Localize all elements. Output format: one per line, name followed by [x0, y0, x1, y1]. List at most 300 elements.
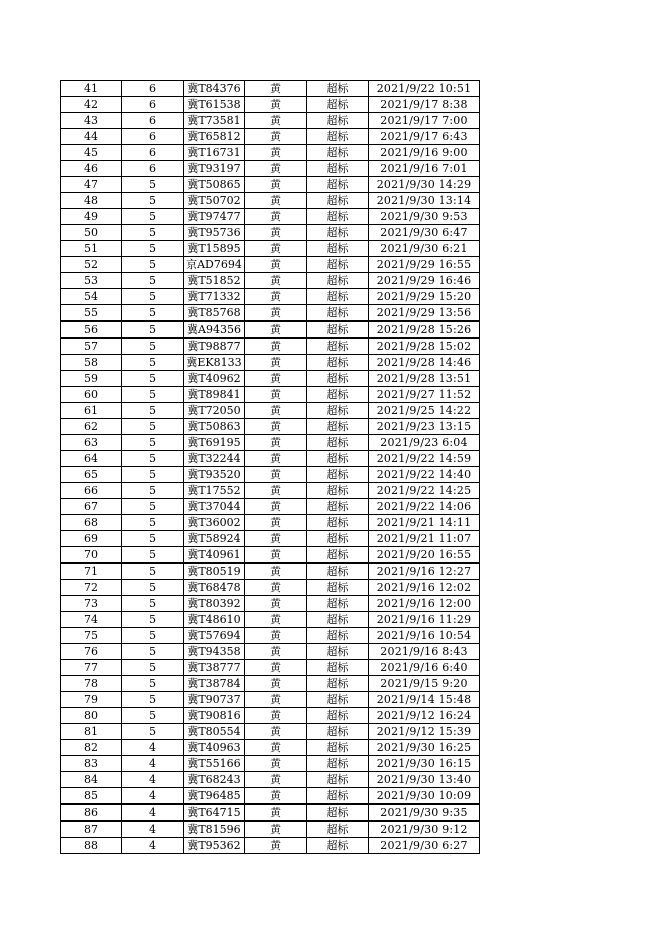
status-cell: 超标 — [307, 772, 369, 788]
row-number-cell: 77 — [61, 660, 122, 676]
count-cell: 5 — [122, 628, 184, 644]
datetime-cell: 2021/9/28 14:46 — [369, 355, 480, 371]
plate-color-cell: 黄 — [245, 161, 307, 177]
datetime-cell: 2021/9/23 13:15 — [369, 419, 480, 435]
plate-color-cell: 黄 — [245, 724, 307, 740]
datetime-cell: 2021/9/30 14:29 — [369, 177, 480, 193]
datetime-cell: 2021/9/22 14:40 — [369, 467, 480, 483]
plate-color-cell: 黄 — [245, 241, 307, 257]
plate-color-cell: 黄 — [245, 676, 307, 692]
plate-color-cell: 黄 — [245, 225, 307, 241]
row-number-cell: 75 — [61, 628, 122, 644]
table-row — [61, 580, 480, 596]
table-row — [61, 531, 480, 547]
count-cell: 6 — [122, 145, 184, 161]
plate-color-cell: 黄 — [245, 81, 307, 97]
row-number-cell: 55 — [61, 305, 122, 322]
plate-color-cell: 黄 — [245, 692, 307, 708]
table-row — [61, 467, 480, 483]
plate-number-cell: 冀T90816 — [184, 708, 245, 724]
row-number-cell: 76 — [61, 644, 122, 660]
plate-number-cell: 冀T36002 — [184, 515, 245, 531]
status-cell: 超标 — [307, 724, 369, 740]
status-cell: 超标 — [307, 97, 369, 113]
count-cell: 6 — [122, 129, 184, 145]
datetime-cell: 2021/9/28 15:26 — [369, 321, 480, 338]
datetime-cell: 2021/9/30 10:09 — [369, 788, 480, 805]
status-cell: 超标 — [307, 596, 369, 612]
datetime-cell: 2021/9/17 7:00 — [369, 113, 480, 129]
row-number-cell: 54 — [61, 289, 122, 305]
table-row — [61, 547, 480, 564]
status-cell: 超标 — [307, 387, 369, 403]
row-number-cell: 50 — [61, 225, 122, 241]
table-row — [61, 451, 480, 467]
datetime-cell: 2021/9/14 15:48 — [369, 692, 480, 708]
status-cell: 超标 — [307, 177, 369, 193]
plate-number-cell: 冀T80554 — [184, 724, 245, 740]
status-cell: 超标 — [307, 161, 369, 177]
row-number-cell: 64 — [61, 451, 122, 467]
datetime-cell: 2021/9/25 14:22 — [369, 403, 480, 419]
table-row — [61, 403, 480, 419]
table-row — [61, 338, 480, 355]
plate-color-cell: 黄 — [245, 644, 307, 660]
datetime-cell: 2021/9/29 15:20 — [369, 289, 480, 305]
count-cell: 5 — [122, 692, 184, 708]
plate-color-cell: 黄 — [245, 321, 307, 338]
row-number-cell: 67 — [61, 499, 122, 515]
table-row — [61, 241, 480, 257]
status-cell: 超标 — [307, 821, 369, 838]
plate-number-cell: 冀T16731 — [184, 145, 245, 161]
count-cell: 6 — [122, 113, 184, 129]
status-cell: 超标 — [307, 804, 369, 821]
table-row — [61, 273, 480, 289]
datetime-cell: 2021/9/16 11:29 — [369, 612, 480, 628]
plate-number-cell: 冀T65812 — [184, 129, 245, 145]
status-cell: 超标 — [307, 644, 369, 660]
datetime-cell: 2021/9/29 16:46 — [369, 273, 480, 289]
row-number-cell: 51 — [61, 241, 122, 257]
plate-number-cell: 冀T48610 — [184, 612, 245, 628]
row-number-cell: 47 — [61, 177, 122, 193]
datetime-cell: 2021/9/21 11:07 — [369, 531, 480, 547]
plate-number-cell: 冀T97477 — [184, 209, 245, 225]
plate-color-cell: 黄 — [245, 177, 307, 193]
datetime-cell: 2021/9/16 12:27 — [369, 563, 480, 580]
count-cell: 5 — [122, 257, 184, 273]
plate-color-cell: 黄 — [245, 129, 307, 145]
table-row — [61, 371, 480, 387]
status-cell: 超标 — [307, 580, 369, 596]
datetime-cell: 2021/9/30 9:35 — [369, 804, 480, 821]
plate-number-cell: 冀T32244 — [184, 451, 245, 467]
status-cell: 超标 — [307, 321, 369, 338]
count-cell: 6 — [122, 97, 184, 113]
count-cell: 5 — [122, 387, 184, 403]
plate-color-cell: 黄 — [245, 515, 307, 531]
row-number-cell: 60 — [61, 387, 122, 403]
status-cell: 超标 — [307, 515, 369, 531]
status-cell: 超标 — [307, 531, 369, 547]
datetime-cell: 2021/9/17 6:43 — [369, 129, 480, 145]
table-row — [61, 209, 480, 225]
count-cell: 5 — [122, 676, 184, 692]
plate-number-cell: 冀T93520 — [184, 467, 245, 483]
count-cell: 5 — [122, 338, 184, 355]
count-cell: 5 — [122, 435, 184, 451]
table-row — [61, 161, 480, 177]
row-number-cell: 45 — [61, 145, 122, 161]
row-number-cell: 80 — [61, 708, 122, 724]
plate-color-cell: 黄 — [245, 145, 307, 161]
table-row — [61, 419, 480, 435]
table-row — [61, 612, 480, 628]
plate-color-cell: 黄 — [245, 499, 307, 515]
datetime-cell: 2021/9/30 16:15 — [369, 756, 480, 772]
status-cell: 超标 — [307, 483, 369, 499]
status-cell: 超标 — [307, 628, 369, 644]
row-number-cell: 79 — [61, 692, 122, 708]
plate-color-cell: 黄 — [245, 580, 307, 596]
plate-color-cell: 黄 — [245, 97, 307, 113]
count-cell: 4 — [122, 740, 184, 756]
datetime-cell: 2021/9/15 9:20 — [369, 676, 480, 692]
status-cell: 超标 — [307, 225, 369, 241]
count-cell: 5 — [122, 289, 184, 305]
datetime-cell: 2021/9/29 13:56 — [369, 305, 480, 322]
datetime-cell: 2021/9/30 6:21 — [369, 241, 480, 257]
count-cell: 5 — [122, 451, 184, 467]
count-cell: 5 — [122, 531, 184, 547]
plate-color-cell: 黄 — [245, 740, 307, 756]
row-number-cell: 42 — [61, 97, 122, 113]
table-row — [61, 305, 480, 322]
plate-color-cell: 黄 — [245, 821, 307, 838]
status-cell: 超标 — [307, 451, 369, 467]
plate-color-cell: 黄 — [245, 257, 307, 273]
table-row — [61, 660, 480, 676]
plate-color-cell: 黄 — [245, 305, 307, 322]
plate-color-cell: 黄 — [245, 563, 307, 580]
status-cell: 超标 — [307, 467, 369, 483]
count-cell: 5 — [122, 660, 184, 676]
plate-number-cell: 冀T37044 — [184, 499, 245, 515]
row-number-cell: 61 — [61, 403, 122, 419]
plate-color-cell: 黄 — [245, 113, 307, 129]
table-row — [61, 838, 480, 854]
row-number-cell: 66 — [61, 483, 122, 499]
row-number-cell: 65 — [61, 467, 122, 483]
plate-color-cell: 黄 — [245, 483, 307, 499]
plate-color-cell: 黄 — [245, 708, 307, 724]
datetime-cell: 2021/9/30 6:27 — [369, 838, 480, 854]
datetime-cell: 2021/9/16 7:01 — [369, 161, 480, 177]
status-cell: 超标 — [307, 612, 369, 628]
count-cell: 4 — [122, 772, 184, 788]
table-row — [61, 81, 480, 97]
count-cell: 5 — [122, 305, 184, 322]
plate-number-cell: 冀T73581 — [184, 113, 245, 129]
datetime-cell: 2021/9/28 15:02 — [369, 338, 480, 355]
row-number-cell: 84 — [61, 772, 122, 788]
status-cell: 超标 — [307, 547, 369, 564]
row-number-cell: 82 — [61, 740, 122, 756]
plate-number-cell: 冀T50702 — [184, 193, 245, 209]
count-cell: 5 — [122, 483, 184, 499]
status-cell: 超标 — [307, 273, 369, 289]
plate-color-cell: 黄 — [245, 273, 307, 289]
table-row — [61, 435, 480, 451]
count-cell: 5 — [122, 273, 184, 289]
datetime-cell: 2021/9/30 9:53 — [369, 209, 480, 225]
count-cell: 4 — [122, 804, 184, 821]
datetime-cell: 2021/9/17 8:38 — [369, 97, 480, 113]
count-cell: 6 — [122, 81, 184, 97]
status-cell: 超标 — [307, 305, 369, 322]
row-number-cell: 87 — [61, 821, 122, 838]
datetime-cell: 2021/9/12 15:39 — [369, 724, 480, 740]
count-cell: 5 — [122, 241, 184, 257]
datetime-cell: 2021/9/16 10:54 — [369, 628, 480, 644]
status-cell: 超标 — [307, 257, 369, 273]
status-cell: 超标 — [307, 113, 369, 129]
plate-number-cell: 冀T72050 — [184, 403, 245, 419]
count-cell: 5 — [122, 403, 184, 419]
plate-number-cell: 冀T89841 — [184, 387, 245, 403]
count-cell: 6 — [122, 161, 184, 177]
datetime-cell: 2021/9/23 6:04 — [369, 435, 480, 451]
plate-number-cell: 冀T40963 — [184, 740, 245, 756]
plate-number-cell: 冀T51852 — [184, 273, 245, 289]
status-cell: 超标 — [307, 129, 369, 145]
plate-number-cell: 冀T95736 — [184, 225, 245, 241]
count-cell: 5 — [122, 225, 184, 241]
status-cell: 超标 — [307, 355, 369, 371]
table-row — [61, 676, 480, 692]
count-cell: 5 — [122, 499, 184, 515]
row-number-cell: 72 — [61, 580, 122, 596]
plate-number-cell: 冀T57694 — [184, 628, 245, 644]
count-cell: 5 — [122, 419, 184, 435]
plate-number-cell: 京AD7694 — [184, 257, 245, 273]
row-number-cell: 53 — [61, 273, 122, 289]
table-row — [61, 257, 480, 273]
row-number-cell: 59 — [61, 371, 122, 387]
datetime-cell: 2021/9/30 13:14 — [369, 193, 480, 209]
plate-number-cell: 冀T94358 — [184, 644, 245, 660]
count-cell: 5 — [122, 596, 184, 612]
plate-number-cell: 冀T38784 — [184, 676, 245, 692]
status-cell: 超标 — [307, 145, 369, 161]
datetime-cell: 2021/9/30 16:25 — [369, 740, 480, 756]
status-cell: 超标 — [307, 838, 369, 854]
table-row — [61, 724, 480, 740]
row-number-cell: 85 — [61, 788, 122, 805]
status-cell: 超标 — [307, 563, 369, 580]
count-cell: 5 — [122, 177, 184, 193]
table-row — [61, 129, 480, 145]
row-number-cell: 71 — [61, 563, 122, 580]
table-row — [61, 97, 480, 113]
count-cell: 4 — [122, 788, 184, 805]
row-number-cell: 69 — [61, 531, 122, 547]
row-number-cell: 63 — [61, 435, 122, 451]
plate-color-cell: 黄 — [245, 435, 307, 451]
datetime-cell: 2021/9/12 16:24 — [369, 708, 480, 724]
plate-color-cell: 黄 — [245, 628, 307, 644]
table-row — [61, 387, 480, 403]
datetime-cell: 2021/9/22 14:59 — [369, 451, 480, 467]
plate-color-cell: 黄 — [245, 838, 307, 854]
plate-number-cell: 冀T38777 — [184, 660, 245, 676]
row-number-cell: 86 — [61, 804, 122, 821]
plate-number-cell: 冀T84376 — [184, 81, 245, 97]
count-cell: 4 — [122, 756, 184, 772]
count-cell: 5 — [122, 708, 184, 724]
plate-color-cell: 黄 — [245, 387, 307, 403]
plate-color-cell: 黄 — [245, 355, 307, 371]
row-number-cell: 46 — [61, 161, 122, 177]
row-number-cell: 74 — [61, 612, 122, 628]
datetime-cell: 2021/9/28 13:51 — [369, 371, 480, 387]
table-row — [61, 821, 480, 838]
plate-number-cell: 冀T95362 — [184, 838, 245, 854]
plate-number-cell: 冀T15895 — [184, 241, 245, 257]
plate-color-cell: 黄 — [245, 756, 307, 772]
count-cell: 4 — [122, 821, 184, 838]
plate-number-cell: 冀T68243 — [184, 772, 245, 788]
plate-number-cell: 冀T40961 — [184, 547, 245, 564]
plate-color-cell: 黄 — [245, 451, 307, 467]
row-number-cell: 78 — [61, 676, 122, 692]
status-cell: 超标 — [307, 435, 369, 451]
plate-number-cell: 冀T71332 — [184, 289, 245, 305]
datetime-cell: 2021/9/21 14:11 — [369, 515, 480, 531]
status-cell: 超标 — [307, 740, 369, 756]
table-row — [61, 772, 480, 788]
plate-number-cell: 冀T50865 — [184, 177, 245, 193]
plate-number-cell: 冀T61538 — [184, 97, 245, 113]
plate-number-cell: 冀T50863 — [184, 419, 245, 435]
datetime-cell: 2021/9/30 13:40 — [369, 772, 480, 788]
row-number-cell: 48 — [61, 193, 122, 209]
plate-number-cell: 冀T80519 — [184, 563, 245, 580]
status-cell: 超标 — [307, 419, 369, 435]
count-cell: 5 — [122, 580, 184, 596]
status-cell: 超标 — [307, 756, 369, 772]
plate-number-cell: 冀T17552 — [184, 483, 245, 499]
status-cell: 超标 — [307, 403, 369, 419]
plate-color-cell: 黄 — [245, 338, 307, 355]
count-cell: 5 — [122, 724, 184, 740]
row-number-cell: 68 — [61, 515, 122, 531]
datetime-cell: 2021/9/27 11:52 — [369, 387, 480, 403]
plate-color-cell: 黄 — [245, 419, 307, 435]
table-row — [61, 321, 480, 338]
plate-number-cell: 冀EK8133 — [184, 355, 245, 371]
plate-color-cell: 黄 — [245, 193, 307, 209]
plate-color-cell: 黄 — [245, 289, 307, 305]
datetime-cell: 2021/9/22 10:51 — [369, 81, 480, 97]
count-cell: 5 — [122, 563, 184, 580]
count-cell: 5 — [122, 644, 184, 660]
table-row — [61, 499, 480, 515]
table-row — [61, 113, 480, 129]
status-cell: 超标 — [307, 788, 369, 805]
count-cell: 5 — [122, 467, 184, 483]
table-row — [61, 708, 480, 724]
plate-color-cell: 黄 — [245, 371, 307, 387]
datetime-cell: 2021/9/16 9:00 — [369, 145, 480, 161]
row-number-cell: 52 — [61, 257, 122, 273]
datetime-cell: 2021/9/22 14:06 — [369, 499, 480, 515]
table-row — [61, 596, 480, 612]
row-number-cell: 70 — [61, 547, 122, 564]
table-row — [61, 740, 480, 756]
status-cell: 超标 — [307, 371, 369, 387]
table-row — [61, 177, 480, 193]
plate-number-cell: 冀T58924 — [184, 531, 245, 547]
table-row — [61, 289, 480, 305]
table-row — [61, 756, 480, 772]
count-cell: 4 — [122, 838, 184, 854]
count-cell: 5 — [122, 371, 184, 387]
plate-color-cell: 黄 — [245, 209, 307, 225]
table-body — [61, 81, 480, 854]
status-cell: 超标 — [307, 676, 369, 692]
plate-color-cell: 黄 — [245, 772, 307, 788]
table-row — [61, 692, 480, 708]
status-cell: 超标 — [307, 241, 369, 257]
count-cell: 5 — [122, 547, 184, 564]
row-number-cell: 62 — [61, 419, 122, 435]
plate-color-cell: 黄 — [245, 788, 307, 805]
row-number-cell: 88 — [61, 838, 122, 854]
row-number-cell: 81 — [61, 724, 122, 740]
table-row — [61, 788, 480, 805]
table-row — [61, 355, 480, 371]
status-cell: 超标 — [307, 209, 369, 225]
table-row — [61, 804, 480, 821]
row-number-cell: 43 — [61, 113, 122, 129]
table-row — [61, 225, 480, 241]
row-number-cell: 44 — [61, 129, 122, 145]
row-number-cell: 83 — [61, 756, 122, 772]
row-number-cell: 41 — [61, 81, 122, 97]
plate-number-cell: 冀T55166 — [184, 756, 245, 772]
count-cell: 5 — [122, 355, 184, 371]
row-number-cell: 56 — [61, 321, 122, 338]
plate-number-cell: 冀T64715 — [184, 804, 245, 821]
datetime-cell: 2021/9/30 6:47 — [369, 225, 480, 241]
count-cell: 5 — [122, 612, 184, 628]
count-cell: 5 — [122, 209, 184, 225]
plate-number-cell: 冀T81596 — [184, 821, 245, 838]
plate-color-cell: 黄 — [245, 612, 307, 628]
count-cell: 5 — [122, 321, 184, 338]
table-row — [61, 563, 480, 580]
plate-number-cell: 冀T98877 — [184, 338, 245, 355]
plate-number-cell: 冀T93197 — [184, 161, 245, 177]
count-cell: 5 — [122, 515, 184, 531]
plate-number-cell: 冀T90737 — [184, 692, 245, 708]
datetime-cell: 2021/9/16 12:00 — [369, 596, 480, 612]
status-cell: 超标 — [307, 660, 369, 676]
table-row — [61, 483, 480, 499]
plate-color-cell: 黄 — [245, 467, 307, 483]
